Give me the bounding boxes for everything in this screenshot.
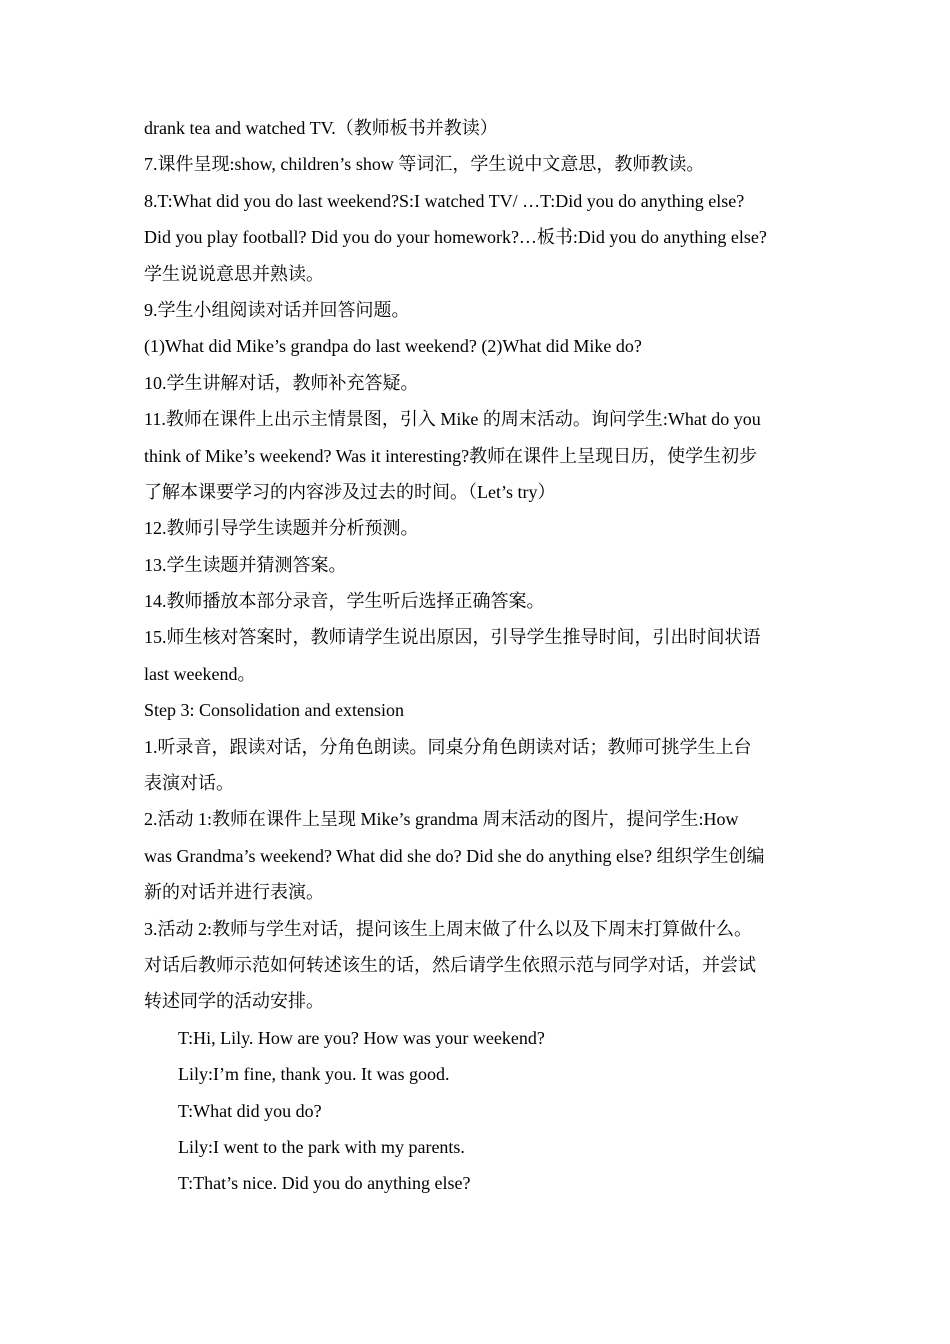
text-line: Did you play football? Did you do your homework?…板书:Did you do anything else? <box>144 227 767 248</box>
text-line: 15.师生核对答案时，教师请学生说出原因，引导学生推导时间，引出时间状语 <box>144 627 761 648</box>
text-line: 14.教师播放本部分录音，学生听后选择正确答案。 <box>144 591 545 612</box>
dialogue-line: Lily:I’m fine, thank you. It was good. <box>178 1064 450 1085</box>
text-line: 2.活动 1:教师在课件上呈现 Mike’s grandma 周末活动的图片，提问学生:How <box>144 809 739 830</box>
text-line: 转述同学的活动安排。 <box>144 991 324 1012</box>
text-line: last weekend。 <box>144 663 256 684</box>
text-line: 11.教师在课件上出示主情景图，引入 Mike 的周末活动。询问学生:What do you <box>144 409 761 430</box>
text-line: 1.听录音，跟读对话，分角色朗读。同桌分角色朗读对话；教师可挑学生上台 <box>144 736 752 757</box>
text-line: 新的对话并进行表演。 <box>144 882 324 903</box>
text-line: drank tea and watched TV.（教师板书并教读） <box>144 118 498 138</box>
text-line: 8.T:What did you do last weekend?S:I watched TV/ …T:Did you do anything else? <box>144 190 745 211</box>
text-line: 7.课件呈现:show, children’s show 等词汇，学生说中文意思，教师教读。 <box>144 154 705 175</box>
dialogue-line: T:That’s nice. Did you do anything else? <box>178 1173 471 1194</box>
text-line: 12.教师引导学生读题并分析预测。 <box>144 518 419 539</box>
dialogue-line: Lily:I went to the park with my parents. <box>178 1136 465 1157</box>
text-line: (1)What did Mike’s grandpa do last weekend? (2)What did Mike do? <box>144 336 642 357</box>
dialogue-line: T:What did you do? <box>178 1100 322 1121</box>
section-heading: Step 3: Consolidation and extension <box>144 700 404 721</box>
text-line: was Grandma’s weekend? What did she do? Did she do anything else? 组织学生创编 <box>144 845 765 866</box>
text-line: 3.活动 2:教师与学生对话，提问该生上周末做了什么以及下周末打算做什么。 <box>144 918 752 939</box>
dialogue-line: T:Hi, Lily. How are you? How was your weekend? <box>178 1027 545 1048</box>
text-line: 10.学生讲解对话，教师补充答疑。 <box>144 372 419 393</box>
text-line: think of Mike’s weekend? Was it interesting?教师在课件上呈现日历，使学生初步 <box>144 445 758 466</box>
text-line: 表演对话。 <box>144 773 234 794</box>
text-line: 学生说说意思并熟读。 <box>144 263 324 284</box>
lesson-text-body <box>144 110 814 1202</box>
text-line: 对话后教师示范如何转述该生的话，然后请学生依照示范与同学对话，并尝试 <box>144 954 756 975</box>
text-line: 9.学生小组阅读对话并回答问题。 <box>144 299 410 320</box>
text-line: 了解本课要学习的内容涉及过去的时间。（Let’s try） <box>144 481 556 502</box>
text-line: 13.学生读题并猜测答案。 <box>144 554 347 575</box>
